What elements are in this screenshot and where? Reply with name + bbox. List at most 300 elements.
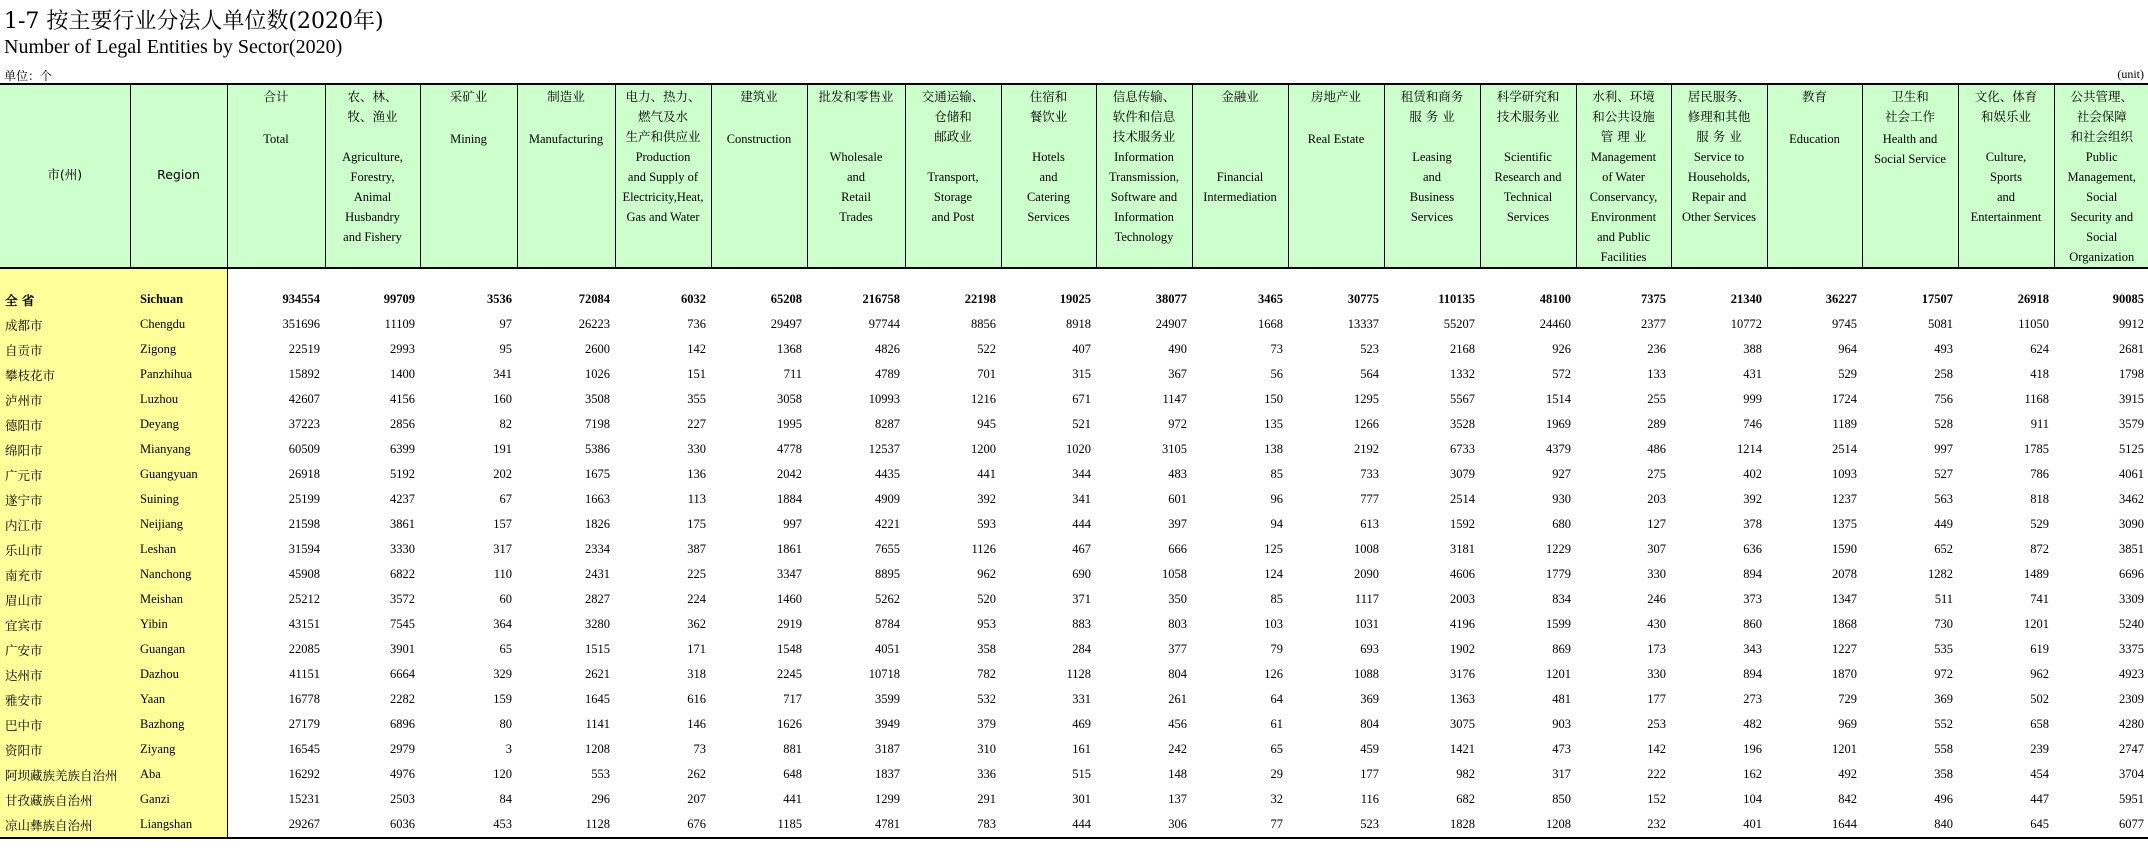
table-row [0, 487, 2148, 512]
table-cell: 9912 [2119, 317, 2144, 331]
table-cell: 22519 [288, 342, 320, 356]
table-cell: 2168 [1450, 342, 1475, 356]
table-cell: 64 [1270, 692, 1283, 706]
table-cell: 552 [1934, 717, 1953, 731]
table-cell: 1644 [1767, 812, 1862, 838]
table-cell: 392 [977, 492, 996, 506]
region-name-cn: 巴中市 [0, 712, 130, 737]
table-cell: 4789 [875, 367, 900, 381]
table-cell: 2503 [390, 792, 415, 806]
table-cell: 344 [1072, 467, 1091, 481]
table-cell: 3528 [1450, 417, 1475, 431]
table-cell: 2827 [585, 592, 610, 606]
region-name-en: Liangshan [130, 812, 227, 838]
region-name-cn: 雅安市 [0, 687, 130, 712]
region-name-en: Guangyuan [130, 462, 227, 487]
table-cell: 1020 [1066, 442, 1091, 456]
table-cell: 473 [1552, 742, 1571, 756]
column-header-en: Wholesale and Retail Trades [829, 150, 883, 224]
table-cell: 341 [1072, 492, 1091, 506]
table-cell: 367 [1168, 367, 1187, 381]
table-cell: 7198 [585, 417, 610, 431]
table-cell: 701 [977, 367, 996, 381]
region-name-en: Luzhou [130, 387, 227, 412]
table-cell: 982 [1456, 767, 1475, 781]
table-cell: 173 [1647, 642, 1666, 656]
table-cell: 177 [1360, 767, 1379, 781]
table-cell: 142 [1647, 742, 1666, 756]
table-cell: 116 [1360, 792, 1379, 806]
table-cell: 19025 [1059, 292, 1091, 306]
table-cell: 125 [1264, 542, 1283, 556]
table-cell: 85 [1270, 592, 1283, 606]
table-cell: 80 [499, 717, 512, 731]
table-cell: 373 [1743, 592, 1762, 606]
table-cell: 2282 [390, 692, 415, 706]
table-cell: 418 [2030, 367, 2049, 381]
table-cell: 127 [1647, 517, 1666, 531]
table-cell: 96 [1270, 492, 1283, 506]
table-cell: 3075 [1450, 717, 1475, 731]
table-cell: 191 [493, 442, 512, 456]
table-cell: 160 [493, 392, 512, 406]
table-cell: 12537 [868, 442, 900, 456]
table-cell: 783 [905, 812, 1001, 838]
table-cell: 5081 [1928, 317, 1953, 331]
table-cell: 65 [499, 642, 512, 656]
table-cell: 10772 [1730, 317, 1762, 331]
table-cell: 1779 [1546, 567, 1571, 581]
table-cell: 2979 [390, 742, 415, 756]
table-cell: 42607 [288, 392, 320, 406]
table-cell: 1282 [1928, 567, 1953, 581]
table-cell: 804 [1360, 717, 1379, 731]
table-cell: 99709 [383, 292, 415, 306]
table-cell: 8784 [875, 617, 900, 631]
table-cell: 1008 [1354, 542, 1379, 556]
table-cell: 60509 [288, 442, 320, 456]
table-cell: 67 [499, 492, 512, 506]
table-row [0, 787, 2148, 812]
table-cell: 110 [493, 567, 512, 581]
table-cell: 2919 [777, 617, 802, 631]
table-cell: 137 [1168, 792, 1187, 806]
table-cell: 953 [977, 617, 996, 631]
column-header-cn: 租赁和商务 服 务 业 [1400, 89, 1464, 124]
table-cell: 379 [977, 717, 996, 731]
table-cell: 1200 [971, 442, 996, 456]
table-cell: 90085 [2112, 292, 2144, 306]
table-cell: 310 [977, 742, 996, 756]
column-header-cn: 科学研究和 技术服务业 [1496, 89, 1560, 124]
column-header-cn: 建筑业 [740, 89, 778, 104]
table-cell: 306 [1096, 812, 1192, 838]
table-cell: 730 [1934, 617, 1953, 631]
table-row [0, 387, 2148, 412]
region-name-en: Deyang [130, 412, 227, 437]
table-cell: 10993 [868, 392, 900, 406]
table-cell: 1216 [971, 392, 996, 406]
region-name-en: Nanchong [130, 562, 227, 587]
table-cell: 43151 [288, 617, 320, 631]
table-cell: 4606 [1450, 567, 1475, 581]
table-cell: 529 [1838, 367, 1857, 381]
table-cell: 1837 [875, 767, 900, 781]
table-cell: 4156 [390, 392, 415, 406]
table-cell: 364 [493, 617, 512, 631]
table-cell: 962 [2030, 667, 2049, 681]
table-cell: 56 [1270, 367, 1283, 381]
region-name-cn: 全 省 [0, 287, 130, 312]
region-name-cn: 绵阳市 [0, 437, 130, 462]
table-cell: 72084 [578, 292, 610, 306]
table-cell: 16778 [288, 692, 320, 706]
table-row [0, 537, 2148, 562]
table-cell: 492 [1838, 767, 1857, 781]
column-header [905, 84, 1001, 268]
table-cell: 6822 [390, 567, 415, 581]
region-name-en: Dazhou [130, 662, 227, 687]
table-cell: 3579 [2119, 417, 2144, 431]
table-cell: 834 [1552, 592, 1571, 606]
table-cell: 103 [1264, 617, 1283, 631]
table-cell: 1031 [1354, 617, 1379, 631]
table-cell: 45908 [288, 567, 320, 581]
table-cell: 330 [1647, 667, 1666, 681]
table-cell: 860 [1743, 617, 1762, 631]
region-name-en: Leshan [130, 537, 227, 562]
table-cell: 32 [1270, 792, 1283, 806]
table-cell: 318 [687, 667, 706, 681]
table-cell: 1126 [971, 542, 996, 556]
column-header [517, 84, 615, 268]
table-cell: 232 [1576, 812, 1671, 838]
table-cell: 73 [693, 742, 706, 756]
table-cell: 3079 [1450, 467, 1475, 481]
table-row [0, 612, 2148, 637]
table-cell: 842 [1838, 792, 1857, 806]
table-cell: 3090 [2119, 517, 2144, 531]
table-cell: 25212 [288, 592, 320, 606]
table-cell: 997 [783, 517, 802, 531]
table-cell: 1368 [777, 342, 802, 356]
table-cell: 343 [1743, 642, 1762, 656]
region-name-cn: 广元市 [0, 462, 130, 487]
table-cell: 717 [783, 692, 802, 706]
region-name-cn: 遂宁市 [0, 487, 130, 512]
column-header-cn: 房地产业 [1310, 89, 1361, 104]
column-header-en: Service to Households, Repair and Other Services [1682, 150, 1756, 224]
table-cell: 377 [1168, 642, 1187, 656]
table-cell: 6399 [390, 442, 415, 456]
table-cell: 2377 [1641, 317, 1666, 331]
column-header [615, 84, 711, 268]
table-cell: 3280 [585, 617, 610, 631]
table-cell: 113 [687, 492, 706, 506]
table-cell: 1663 [585, 492, 610, 506]
table-cell: 5262 [875, 592, 900, 606]
table-cell: 453 [420, 812, 517, 838]
table-cell: 444 [1072, 517, 1091, 531]
table-cell: 31594 [288, 542, 320, 556]
column-header [1288, 84, 1384, 268]
table-cell: 881 [783, 742, 802, 756]
column-header [0, 84, 130, 268]
table-cell: 1266 [1354, 417, 1379, 431]
table-cell: 2621 [585, 667, 610, 681]
table-cell: 21598 [288, 517, 320, 531]
table-cell: 4781 [807, 812, 905, 838]
table-cell: 447 [2030, 792, 2049, 806]
column-header-cn: Region [157, 167, 200, 182]
table-row [0, 712, 2148, 737]
table-cell: 171 [687, 642, 706, 656]
table-cell: 1460 [777, 592, 802, 606]
table-cell: 454 [2030, 767, 2049, 781]
table-cell: 2514 [1832, 442, 1857, 456]
column-header-cn: 市(州) [47, 167, 83, 182]
table-cell: 261 [1168, 692, 1187, 706]
table-cell: 1058 [1162, 567, 1187, 581]
table-title-en: Number of Legal Entities by Sector(2020) [4, 36, 343, 58]
table-cell: 407 [1072, 342, 1091, 356]
table-cell: 1295 [1354, 392, 1379, 406]
table-cell: 1227 [1832, 642, 1857, 656]
table-cell: 5240 [2119, 617, 2144, 631]
table-cell: 2334 [585, 542, 610, 556]
column-header [325, 84, 420, 268]
table-cell: 1299 [875, 792, 900, 806]
table-cell: 490 [1168, 342, 1187, 356]
table-cell: 4976 [390, 767, 415, 781]
table-cell: 903 [1552, 717, 1571, 731]
column-header-cn: 合计 [263, 89, 289, 104]
table-cell: 1785 [2024, 442, 2049, 456]
table-cell: 930 [1552, 492, 1571, 506]
table-cell: 934554 [282, 292, 320, 306]
table-cell: 1363 [1450, 692, 1475, 706]
column-header-cn: 住宿和 餐饮业 [1029, 89, 1068, 124]
column-header [807, 84, 905, 268]
table-cell: 4435 [875, 467, 900, 481]
table-cell: 126 [1264, 667, 1283, 681]
table-cell: 6696 [2119, 567, 2144, 581]
table-row [0, 562, 2148, 587]
table-cell: 3599 [875, 692, 900, 706]
table-cell: 671 [1072, 392, 1091, 406]
table-cell: 532 [977, 692, 996, 706]
table-cell: 2078 [1832, 567, 1857, 581]
table-cell: 16292 [288, 767, 320, 781]
table-cell: 65208 [770, 292, 802, 306]
table-cell: 511 [1934, 592, 1953, 606]
table-cell: 2747 [2119, 742, 2144, 756]
table-cell: 927 [1552, 467, 1571, 481]
table-cell: 6032 [681, 292, 706, 306]
table-cell: 242 [1168, 742, 1187, 756]
table-cell: 8856 [971, 317, 996, 331]
table-cell: 4221 [875, 517, 900, 531]
table-cell: 558 [1934, 742, 1953, 756]
table-cell: 593 [977, 517, 996, 531]
table-cell: 331 [1072, 692, 1091, 706]
table-row [0, 762, 2148, 787]
table-cell: 27179 [288, 717, 320, 731]
table-row [0, 362, 2148, 387]
table-cell: 4196 [1450, 617, 1475, 631]
column-header-en: Management of Water Conservancy, Environment and Public Facilities [1589, 150, 1658, 264]
table-cell: 1902 [1450, 642, 1475, 656]
table-cell: 624 [2030, 342, 2049, 356]
table-cell: 601 [1168, 492, 1187, 506]
table-cell: 3181 [1450, 542, 1475, 556]
region-name-cn: 自贡市 [0, 337, 130, 362]
table-cell: 397 [1168, 517, 1187, 531]
table-cell: 48100 [1539, 292, 1571, 306]
table-cell: 1675 [585, 467, 610, 481]
table-cell: 4051 [875, 642, 900, 656]
table-cell: 151 [687, 367, 706, 381]
column-header [1958, 84, 2054, 268]
table-cell: 358 [977, 642, 996, 656]
table-row [0, 512, 2148, 537]
region-name-en: Aba [130, 762, 227, 787]
table-cell: 3176 [1450, 667, 1475, 681]
legal-entities-table [0, 83, 2148, 839]
table-cell: 746 [1743, 417, 1762, 431]
table-cell: 136 [687, 467, 706, 481]
table-cell: 369 [1360, 692, 1379, 706]
column-header-cn: 制造业 [547, 89, 585, 104]
table-cell: 467 [1072, 542, 1091, 556]
table-cell: 2514 [1450, 492, 1475, 506]
table-cell: 1128 [1066, 667, 1091, 681]
table-cell: 894 [1743, 567, 1762, 581]
table-cell: 652 [1934, 542, 1953, 556]
table-cell: 520 [977, 592, 996, 606]
table-row [0, 812, 2148, 838]
region-name-cn: 宜宾市 [0, 612, 130, 637]
column-header-en: Hotels and Catering Services [1026, 150, 1071, 224]
region-name-cn: 德阳市 [0, 412, 130, 437]
table-cell: 972 [1934, 667, 1953, 681]
table-row [0, 587, 2148, 612]
table-cell: 307 [1647, 542, 1666, 556]
table-cell: 803 [1168, 617, 1187, 631]
table-cell: 613 [1360, 517, 1379, 531]
table-cell: 24460 [1539, 317, 1571, 331]
table-cell: 138 [1264, 442, 1283, 456]
table-cell: 1147 [1162, 392, 1187, 406]
table-cell: 711 [783, 367, 802, 381]
table-cell: 529 [2030, 517, 2049, 531]
table-cell: 2090 [1354, 567, 1379, 581]
table-cell: 658 [2030, 717, 2049, 731]
table-cell: 693 [1360, 642, 1379, 656]
table-cell: 1026 [585, 367, 610, 381]
table-cell: 894 [1743, 667, 1762, 681]
table-cell: 4923 [2119, 667, 2144, 681]
table-cell: 289 [1647, 417, 1666, 431]
table-cell: 972 [1168, 417, 1187, 431]
table-cell: 36227 [1825, 292, 1857, 306]
table-cell: 97 [499, 317, 512, 331]
table-cell: 152 [1647, 792, 1666, 806]
table-cell: 317 [493, 542, 512, 556]
table-cell: 10718 [868, 667, 900, 681]
table-cell: 482 [1743, 717, 1762, 731]
table-cell: 2192 [1354, 442, 1379, 456]
table-cell: 869 [1552, 642, 1571, 656]
table-cell: 1375 [1832, 517, 1857, 531]
column-header [130, 84, 227, 268]
table-cell: 216758 [862, 292, 900, 306]
table-cell: 648 [783, 767, 802, 781]
table-cell: 1189 [1832, 417, 1857, 431]
table-cell: 97744 [868, 317, 900, 331]
table-cell: 883 [1072, 617, 1091, 631]
column-header [1671, 84, 1767, 268]
table-cell: 82 [499, 417, 512, 431]
region-name-en: Meishan [130, 587, 227, 612]
table-cell: 945 [977, 417, 996, 431]
table-cell: 11109 [384, 317, 415, 331]
table-cell: 104 [1743, 792, 1762, 806]
table-cell: 969 [1838, 717, 1857, 731]
region-name-en: Chengdu [130, 312, 227, 337]
table-cell: 196 [1743, 742, 1762, 756]
column-header-en: Transport, Storage and Post [927, 170, 979, 224]
table-cell: 225 [687, 567, 706, 581]
table-cell: 680 [1552, 517, 1571, 531]
table-cell: 2309 [2119, 692, 2144, 706]
column-header-en: Health and Social Service [1874, 132, 1946, 166]
table-row [0, 337, 2148, 362]
table-cell: 528 [1934, 417, 1953, 431]
table-cell: 3347 [777, 567, 802, 581]
table-cell: 16545 [288, 742, 320, 756]
table-cell: 11050 [2018, 317, 2049, 331]
table-cell: 5386 [585, 442, 610, 456]
table-cell: 1185 [711, 812, 807, 838]
table-cell: 1141 [585, 717, 610, 731]
table-cell: 2681 [2119, 342, 2144, 356]
table-cell: 388 [1743, 342, 1762, 356]
region-name-cn: 达州市 [0, 662, 130, 687]
table-cell: 756 [1934, 392, 1953, 406]
table-cell: 4237 [390, 492, 415, 506]
table-cell: 350 [1168, 592, 1187, 606]
table-cell: 3572 [390, 592, 415, 606]
table-body [0, 268, 2148, 838]
table-cell: 387 [687, 542, 706, 556]
column-header-cn: 居民服务、 修理和其他 服 务 业 [1687, 89, 1751, 144]
table-cell: 94 [1270, 517, 1283, 531]
table-cell: 55207 [1443, 317, 1475, 331]
table-cell: 26918 [288, 467, 320, 481]
table-cell: 358 [1934, 767, 1953, 781]
table-cell: 515 [1072, 767, 1091, 781]
table-cell: 24907 [1155, 317, 1187, 331]
column-header [1480, 84, 1576, 268]
table-cell: 1237 [1832, 492, 1857, 506]
table-cell: 22198 [964, 292, 996, 306]
table-cell: 330 [1647, 567, 1666, 581]
table-cell: 1229 [1546, 542, 1571, 556]
table-cell: 1798 [2119, 367, 2144, 381]
table-cell: 1548 [777, 642, 802, 656]
region-name-en: Neijiang [130, 512, 227, 537]
